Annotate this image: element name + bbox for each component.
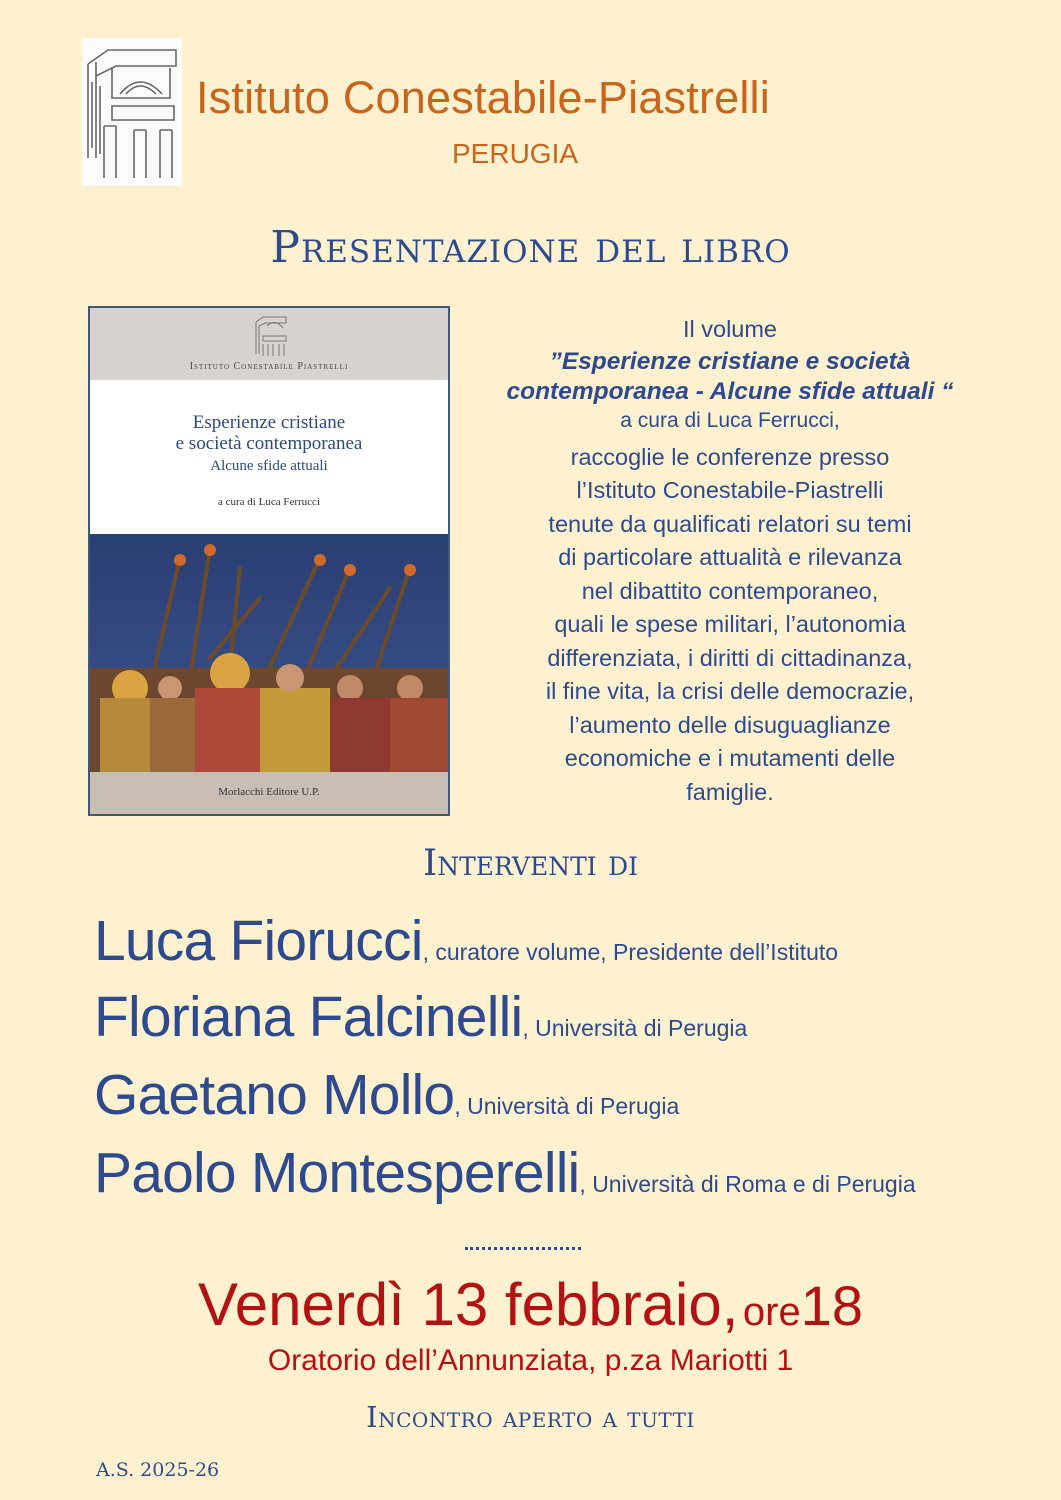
- description-line: quali le spese militari, l’autonomia: [554, 611, 906, 637]
- description-line: di particolare attualità e rilevanza: [558, 544, 902, 570]
- description-line: differenziata, i diritti di cittadinanza,: [547, 644, 913, 671]
- dotted-divider: [465, 1247, 581, 1250]
- speaker-row: [94, 1062, 679, 1128]
- speaker-name: Floriana Falcinelli: [94, 985, 523, 1049]
- book-cover: [88, 306, 450, 816]
- description-line: il fine vita, la crisi delle democrazie,: [545, 678, 915, 704]
- cover-title: [90, 412, 448, 454]
- page-title: Presentazione del libro: [270, 222, 791, 273]
- speaker-role: , Università di Perugia: [522, 1015, 748, 1041]
- event-hour: 18: [800, 1274, 863, 1337]
- description-editor: a cura di Luca Ferrucci,: [620, 408, 840, 432]
- speakers-heading: Interventi di: [422, 843, 639, 884]
- cover-subtitle: Alcune sfide attuali: [210, 458, 328, 474]
- cover-title-line1: Esperienze cristiane: [192, 412, 346, 433]
- institute-logo: [82, 38, 182, 186]
- speaker-name: Paolo Montesperelli: [94, 1141, 580, 1205]
- speaker-role: , Università di Roma e di Perugia: [579, 1171, 916, 1197]
- speaker-name: Luca Fiorucci: [94, 909, 423, 973]
- institute-name: Istituto Conestabile-Piastrelli: [196, 72, 770, 123]
- institute-city: PERUGIA: [452, 138, 579, 169]
- description-book-title-line2: contemporanea - Alcune sfide attuali “: [506, 377, 954, 405]
- book-description: [470, 313, 990, 809]
- event-date-text: Venerdì 13 febbraio,: [198, 1271, 739, 1338]
- cover-institute: Istituto Conestabile Piastrelli: [189, 361, 349, 372]
- description-intro: Il volume: [682, 316, 778, 342]
- speaker-name: Gaetano Mollo: [94, 1063, 455, 1127]
- cover-painting-image: [90, 538, 448, 772]
- description-line: economiche e i mutamenti delle: [564, 745, 896, 771]
- speaker-role: , curatore volume, Presidente dell’Istituto: [422, 939, 839, 965]
- description-line: tenute da qualificati relatori su temi: [548, 510, 912, 537]
- description-line: l’Istituto Conestabile-Piastrelli: [576, 477, 884, 503]
- open-note: Incontro aperto a tutti: [366, 1400, 695, 1434]
- cover-publisher: Morlacchi Editore U.P.: [218, 786, 320, 798]
- academic-year: A.S. 2025-26: [96, 1459, 220, 1481]
- cover-logo-icon: [253, 314, 289, 358]
- description-body: [470, 441, 990, 810]
- cover-title-line2: e società contemporanea: [175, 433, 363, 454]
- event-date: [0, 1270, 1061, 1339]
- description-line: l’aumento delle disuguaglianze: [569, 711, 891, 738]
- cover-editor: a cura di Luca Ferrucci: [218, 496, 320, 508]
- speaker-row: [94, 908, 838, 974]
- event-ore-label: ore: [742, 1290, 801, 1334]
- description-book-title-line1: ”Esperienze cristiane e società: [549, 347, 911, 375]
- description-line: raccoglie le conferenze presso: [570, 443, 890, 470]
- description-line: nel dibattito contemporaneo,: [581, 577, 879, 604]
- speaker-row: [94, 1140, 916, 1206]
- speaker-row: [94, 984, 747, 1050]
- speaker-role: , Università di Perugia: [454, 1093, 680, 1119]
- description-line: famiglie.: [686, 778, 774, 805]
- event-place: Oratorio dell’Annunziata, p.za Mariotti 1: [267, 1344, 794, 1377]
